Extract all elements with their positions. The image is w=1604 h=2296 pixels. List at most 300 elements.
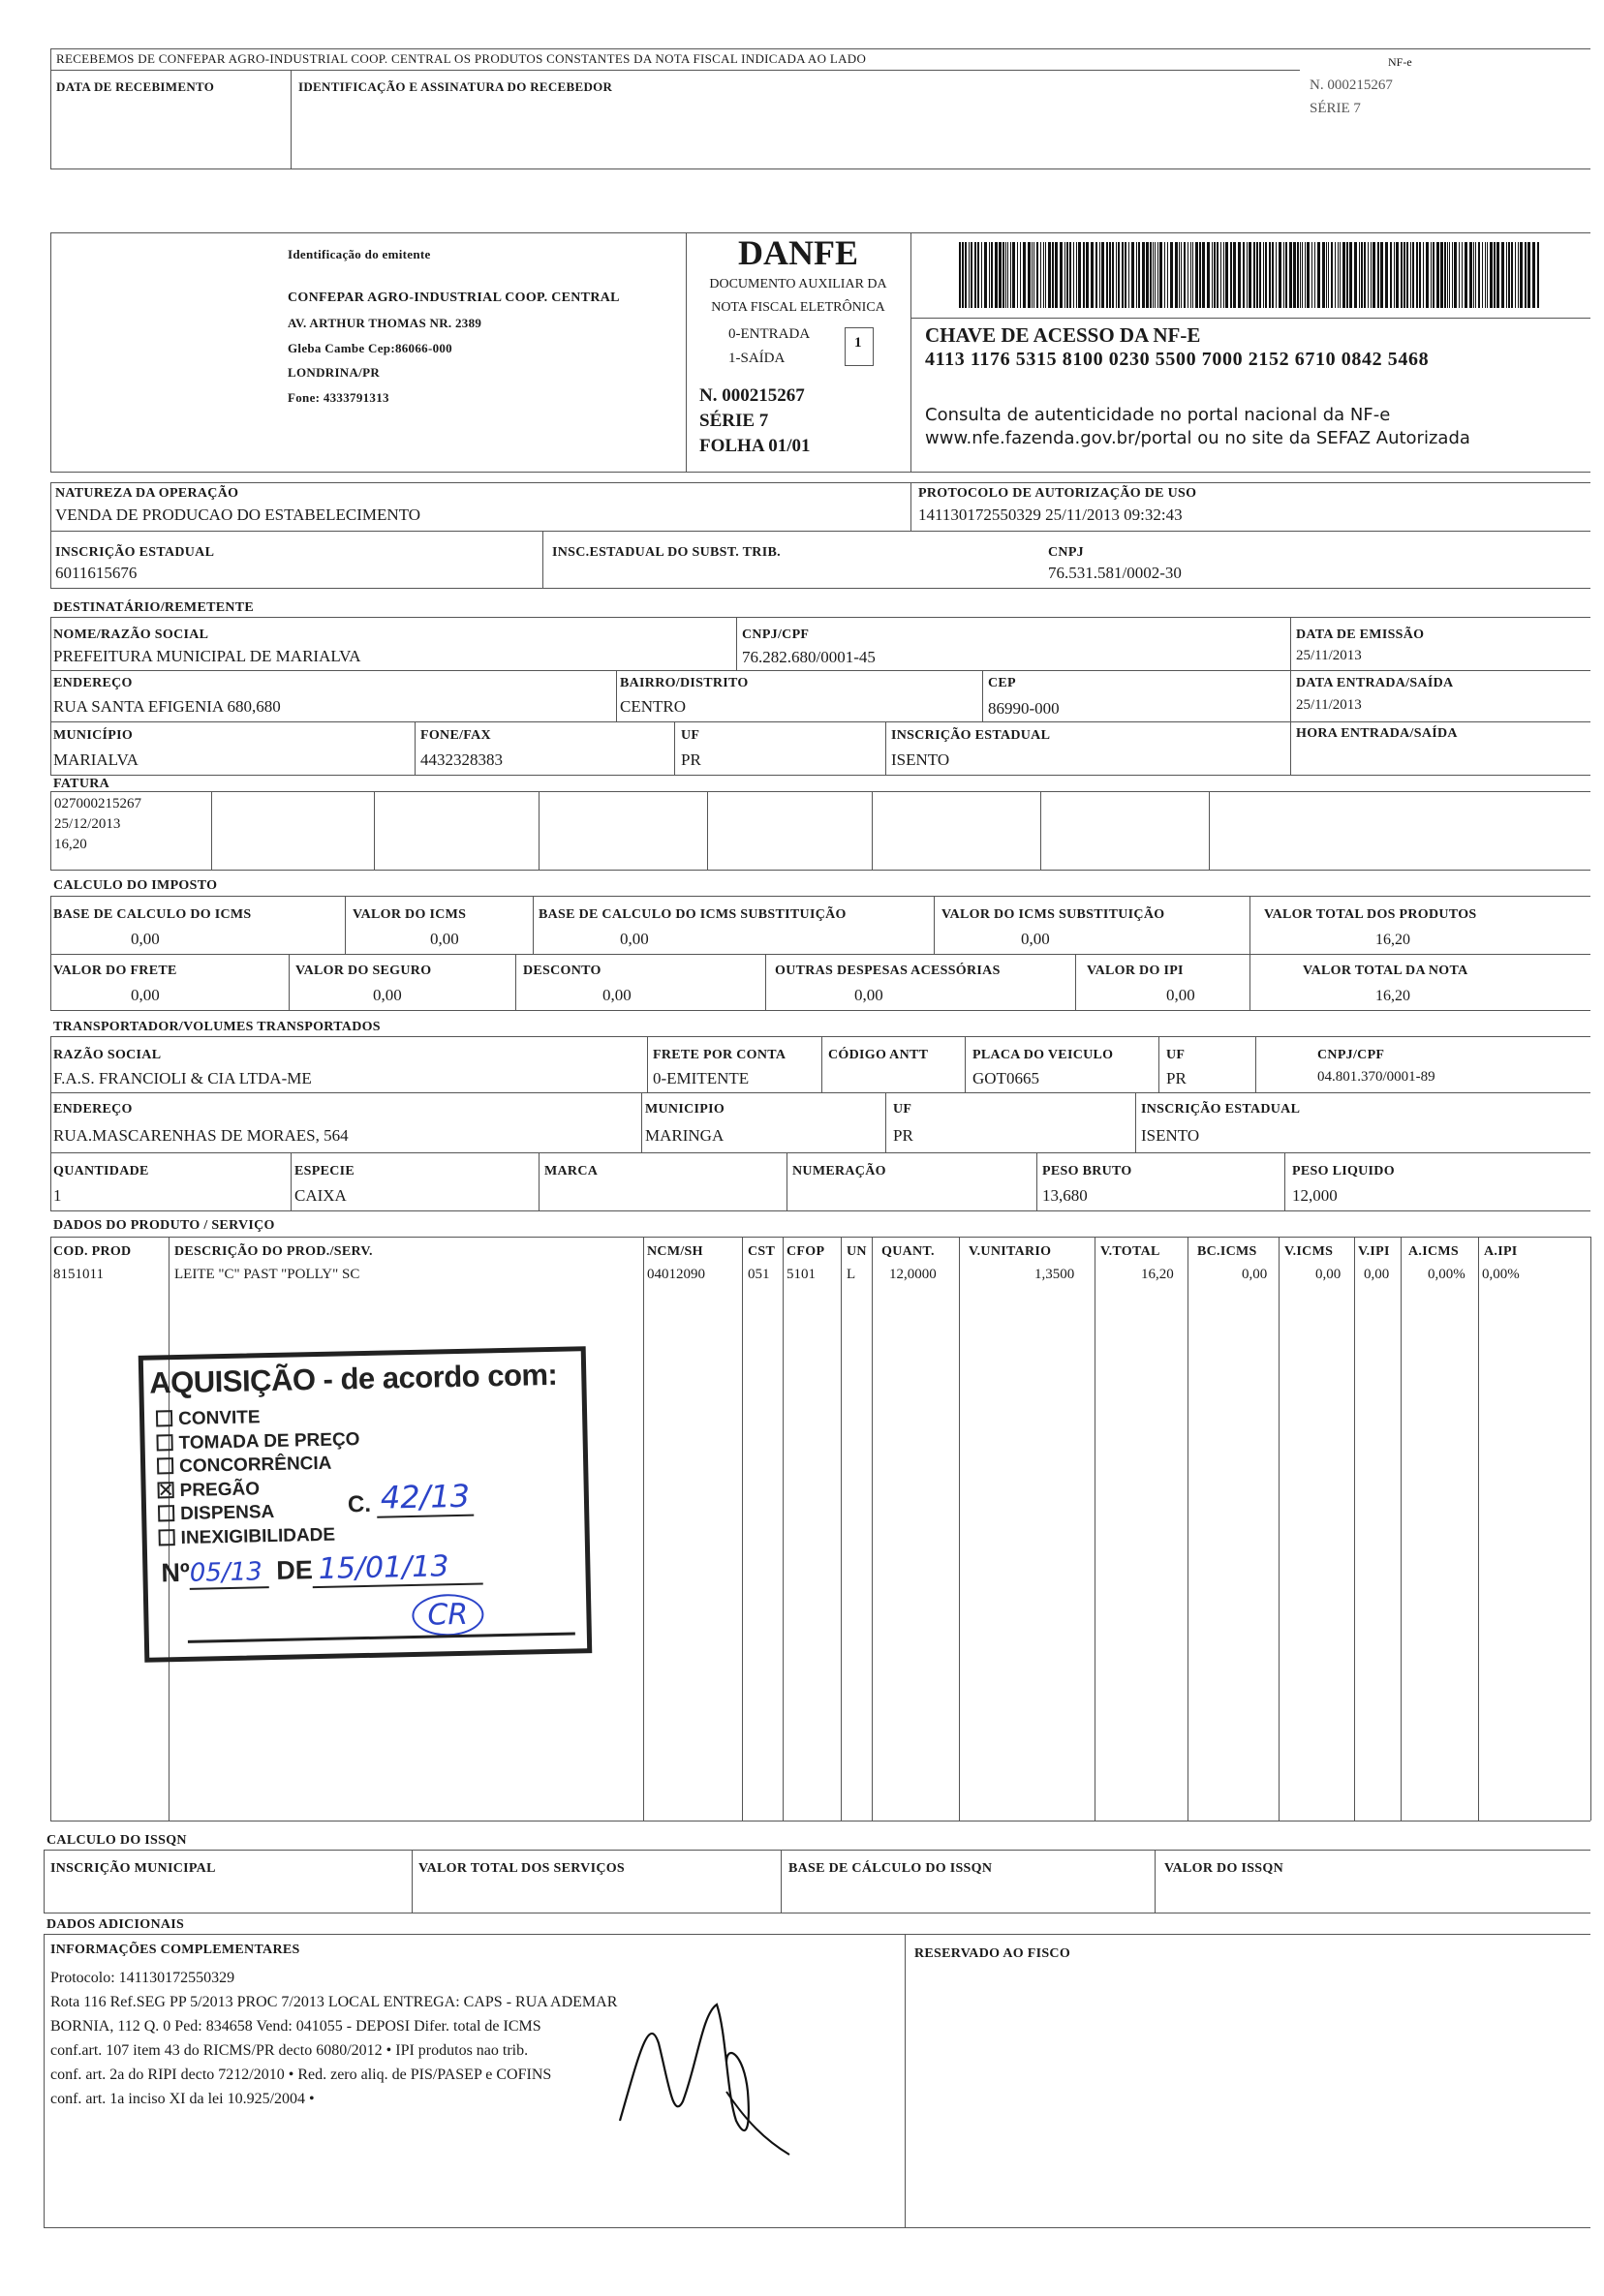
barcode-bar <box>1508 242 1510 308</box>
barcode-bar <box>1155 242 1156 308</box>
cell-desc: LEITE "C" PAST "POLLY" SC <box>174 1267 360 1282</box>
issqn-im-label: INSCRIÇÃO MUNICIPAL <box>50 1861 216 1876</box>
barcode-bar <box>1349 242 1352 308</box>
danfe-saida: 1-SAÍDA <box>728 351 786 366</box>
barcode-bar <box>1109 242 1111 308</box>
cell-un: L <box>847 1267 856 1282</box>
barcode-bar <box>1214 242 1216 308</box>
barcode-bar <box>1192 242 1193 308</box>
barcode-bar <box>1469 242 1472 308</box>
cell-qtd: 12,0000 <box>889 1267 937 1282</box>
barcode-bar <box>1012 242 1015 308</box>
barcode-bar <box>1040 242 1041 308</box>
barcode-bar <box>1032 242 1033 308</box>
reservado-fisco-label: RESERVADO AO FISCO <box>914 1946 1071 1961</box>
barcode-bar <box>1525 242 1527 308</box>
canhoto-serie: SÉRIE 7 <box>1310 101 1361 116</box>
transp-uf-label: UF <box>1166 1048 1186 1062</box>
barcode-bar <box>1238 242 1241 308</box>
barcode-bar <box>1259 242 1261 308</box>
imposto-section: CALCULO DO IMPOSTO <box>53 878 218 893</box>
barcode-bar <box>1106 242 1108 308</box>
cell-bc: 0,00 <box>1242 1267 1268 1282</box>
stamp-item-inexigibilidade: INEXIGIBILIDADE <box>158 1523 361 1551</box>
barcode-bar <box>1256 242 1258 308</box>
info-complementares: Protocolo: 141130172550329 Rota 116 Ref.SEG PP 5/2013 PROC 7/2013 LOCAL ENTREGA: CAPS - RUA ADEMAR BORNIA, 112 Q. 0 Ped: 834658 Vend: 041055 - DEPOSI Difer. total de ICMS conf.art. 107 item 43 do RICMS/PR decto 6080/2012 • IPI produtos nao trib. conf. art. 2a do RIPI decto 7212/2010 • Red. zero aliq. de PIS/PASEP e COFINS conf. art. 1a inciso XI da lei 10.925/2004 • <box>50 1970 618 2107</box>
barcode-bar <box>1146 242 1149 308</box>
fatura-valor: 16,20 <box>54 837 87 852</box>
chave-label: CHAVE DE ACESSO DA NF-E <box>925 323 1201 347</box>
barcode-bar <box>1225 242 1228 308</box>
bc-icms: 0,00 <box>131 930 160 948</box>
barcode-bar <box>1099 242 1100 308</box>
barcode-bar <box>1095 242 1097 308</box>
destinatario-section: DESTINATÁRIO/REMETENTE <box>53 600 255 615</box>
barcode-bar <box>1452 242 1453 308</box>
barcode-bar <box>1322 242 1325 308</box>
especie-label: ESPECIE <box>294 1164 355 1179</box>
barcode-bar <box>1078 242 1081 308</box>
barcode-bar <box>1045 242 1046 308</box>
col-bc: BC.ICMS <box>1197 1244 1257 1259</box>
danfe-numero: N. 000215267 <box>699 385 805 406</box>
identificacao-recebedor-label: IDENTIFICAÇÃO E ASSINATURA DO RECEBEDOR <box>298 79 613 94</box>
dest-nome: PREFEITURA MUNICIPAL DE MARIALVA <box>53 647 361 665</box>
danfe-folha: FOLHA 01/01 <box>699 436 811 456</box>
emitente-fone: Fone: 4333791313 <box>288 390 389 405</box>
barcode-bar <box>1490 242 1493 308</box>
barcode-bar <box>1346 242 1348 308</box>
barcode-bar <box>1253 242 1255 308</box>
numeracao-label: NUMERAÇÃO <box>792 1164 886 1179</box>
issqn-section: CALCULO DO ISSQN <box>46 1833 187 1848</box>
col-vipi: V.IPI <box>1358 1244 1390 1259</box>
barcode-bar <box>1207 242 1210 308</box>
desconto-value: 0,00 <box>602 986 632 1004</box>
ipi-value: 0,00 <box>1166 986 1195 1004</box>
transp-razao: F.A.S. FRANCIOLI & CIA LTDA-ME <box>53 1069 312 1087</box>
stamp-item-pregao: PREGÃO <box>157 1476 360 1504</box>
barcode-bar <box>1520 242 1523 308</box>
cell-vicms: 0,00 <box>1315 1267 1342 1282</box>
seguro-label: VALOR DO SEGURO <box>295 964 432 978</box>
emitente-nome: CONFEPAR AGRO-INDUSTRIAL COOP. CENTRAL <box>288 291 620 305</box>
stamp-signature-line <box>188 1632 575 1642</box>
barcode-bar <box>1380 242 1383 308</box>
placa-value: GOT0665 <box>972 1069 1039 1087</box>
cell-vtotal: 16,20 <box>1141 1267 1174 1282</box>
barcode-bar <box>1433 242 1434 308</box>
barcode-bar <box>1412 242 1414 308</box>
peso-liquido-label: PESO LIQUIDO <box>1292 1164 1395 1179</box>
barcode-bar <box>1385 242 1388 308</box>
frete-label: VALOR DO FRETE <box>53 964 177 978</box>
barcode-bar <box>965 242 967 308</box>
barcode-bar <box>1131 242 1134 308</box>
transp-uf2: PR <box>893 1126 913 1145</box>
barcode-bar <box>1485 242 1486 308</box>
danfe-entrada: 0-ENTRADA <box>728 326 811 342</box>
barcode-bar <box>1005 242 1006 308</box>
barcode-bar <box>1532 242 1535 308</box>
ie-emitente: 6011615676 <box>55 564 138 582</box>
ie-emitente-label: INSCRIÇÃO ESTADUAL <box>55 545 215 560</box>
barcode-bar <box>1243 242 1245 308</box>
barcode-bar <box>1181 242 1182 308</box>
barcode-bar <box>1444 242 1446 308</box>
barcode-bar <box>1436 242 1439 308</box>
barcode-bar <box>1170 242 1173 308</box>
barcode-bar <box>989 242 990 308</box>
barcode-bar <box>1361 242 1363 308</box>
barcode-bar <box>1368 242 1369 308</box>
protocolo-value: 141130172550329 25/11/2013 09:32:43 <box>918 505 1183 524</box>
barcode-bar <box>1220 242 1221 308</box>
antt-label: CÓDIGO ANTT <box>828 1048 929 1062</box>
cell-cod: 8151011 <box>53 1267 104 1282</box>
barcode-bar <box>1454 242 1457 308</box>
transp-municipio-label: MUNICIPIO <box>645 1102 725 1117</box>
quantidade-value: 1 <box>53 1186 62 1205</box>
barcode-bar <box>1423 242 1424 308</box>
barcode-bar <box>1410 242 1411 308</box>
barcode-bar <box>1515 242 1516 308</box>
barcode-bar <box>1043 242 1044 308</box>
cell-aicms: 0,00% <box>1428 1267 1465 1282</box>
barcode-bar <box>984 242 987 308</box>
barcode-bar <box>1340 242 1341 308</box>
danfe-tipo: 1 <box>854 335 862 351</box>
barcode-bar <box>1086 242 1089 308</box>
barcode-bar <box>1128 242 1129 308</box>
emitente-endereco: AV. ARTHUR THOMAS NR. 2389 <box>288 316 482 330</box>
barcode-bar <box>1449 242 1450 308</box>
dest-uf: PR <box>681 750 701 769</box>
chave-acesso: 4113 1176 5315 8100 0230 5500 7000 2152 6710 0842 5468 <box>925 349 1430 370</box>
canhoto-nfe-label: NF-e <box>1388 55 1412 69</box>
signature-drawing <box>581 1975 823 2169</box>
barcode-bar <box>1091 242 1094 308</box>
natureza-operacao: VENDA DE PRODUCAO DO ESTABELECIMENTO <box>55 505 421 524</box>
barcode-bar <box>981 242 982 308</box>
bc-st-label: BASE DE CALCULO DO ICMS SUBSTITUIÇÃO <box>539 907 847 922</box>
barcode-bar <box>1184 242 1186 308</box>
barcode-bar <box>1101 242 1104 308</box>
transp-ie-label: INSCRIÇÃO ESTADUAL <box>1141 1102 1301 1117</box>
stamp-c-label: C. <box>347 1490 372 1518</box>
barcode-bar <box>1401 242 1403 308</box>
barcode-bar <box>1317 242 1320 308</box>
col-cfop: CFOP <box>787 1244 825 1259</box>
barcode-bar <box>1217 242 1218 308</box>
barcode-bar <box>1302 242 1303 308</box>
frete-conta: 0-EMITENTE <box>653 1069 750 1087</box>
v-st: 0,00 <box>1021 930 1050 948</box>
barcode-bar <box>1328 242 1329 308</box>
emitente-label: Identificação do emitente <box>288 247 431 261</box>
cnpj-emitente-label: CNPJ <box>1048 545 1084 560</box>
frete-value: 0,00 <box>131 986 160 1004</box>
barcode-bar <box>1272 242 1274 308</box>
barcode-bar <box>1269 242 1271 308</box>
barcode-bar <box>1175 242 1178 308</box>
barcode-bar <box>1017 242 1018 308</box>
checked-box-icon <box>157 1482 173 1498</box>
barcode-bar <box>974 242 976 308</box>
barcode-bar <box>1020 242 1021 308</box>
dest-cnpj-label: CNPJ/CPF <box>742 628 810 642</box>
barcode-bar <box>1331 242 1333 308</box>
stamp-item-dispensa: DISPENSA <box>158 1499 361 1527</box>
barcode-bar <box>1007 242 1008 308</box>
issqn-servicos-label: VALOR TOTAL DOS SERVIÇOS <box>418 1861 626 1876</box>
barcode-bar <box>1118 242 1120 308</box>
barcode-bar <box>1404 242 1405 308</box>
v-prod-label: VALOR TOTAL DOS PRODUTOS <box>1264 907 1477 922</box>
barcode-bar <box>1002 242 1004 308</box>
quantidade-label: QUANTIDADE <box>53 1164 149 1179</box>
dest-ie-label: INSCRIÇÃO ESTADUAL <box>891 728 1051 743</box>
outras-value: 0,00 <box>854 986 883 1004</box>
barcode-bar <box>962 242 964 308</box>
barcode-bar <box>1064 242 1065 308</box>
transp-endereco: RUA.MASCARENHAS DE MORAES, 564 <box>53 1126 349 1145</box>
barcode-bar <box>1475 242 1476 308</box>
barcode-bar <box>1465 242 1467 308</box>
hora-entrada-label: HORA ENTRADA/SAÍDA <box>1296 726 1458 741</box>
col-aicms: A.ICMS <box>1408 1244 1459 1259</box>
barcode-bar <box>1276 242 1277 308</box>
barcode-bar <box>1447 242 1448 308</box>
barcode-bar <box>959 242 961 308</box>
barcode-bar <box>1289 242 1292 308</box>
stamp-title: AQUISIÇÃO - de acordo com: <box>148 1357 558 1400</box>
barcode-bar <box>1153 242 1154 308</box>
barcode-bar <box>1048 242 1051 308</box>
dest-municipio-label: MUNICÍPIO <box>53 728 134 743</box>
barcode-bar <box>1167 242 1168 308</box>
total-nota: 16,20 <box>1375 988 1410 1004</box>
danfe-sub2: NOTA FISCAL ELETRÔNICA <box>711 300 885 315</box>
barcode-bar <box>995 242 998 308</box>
barcode-bar <box>1342 242 1345 308</box>
transp-uf2-label: UF <box>893 1102 912 1117</box>
barcode-bar <box>1036 242 1038 308</box>
dest-endereco-label: ENDEREÇO <box>53 676 133 690</box>
emitente-cidade: LONDRINA/PR <box>288 365 381 380</box>
transp-endereco-label: ENDEREÇO <box>53 1102 133 1117</box>
dest-uf-label: UF <box>681 728 700 743</box>
barcode-bar <box>1338 242 1339 308</box>
dest-ie: ISENTO <box>891 750 950 769</box>
data-emissao-label: DATA DE EMISSÃO <box>1296 628 1425 642</box>
col-cod: COD. PROD <box>53 1244 132 1259</box>
dest-cnpj: 76.282.680/0001-45 <box>742 648 876 666</box>
barcode-bar <box>1112 242 1114 308</box>
data-recebimento-label: DATA DE RECEBIMENTO <box>56 79 215 94</box>
barcode-bar <box>1377 242 1379 308</box>
barcode-bar <box>969 242 970 308</box>
adicionais-section: DADOS ADICIONAIS <box>46 1917 185 1932</box>
col-vunit: V.UNITARIO <box>969 1244 1052 1259</box>
barcode-bar <box>1263 242 1264 308</box>
dest-municipio: MARIALVA <box>53 750 139 769</box>
col-cst: CST <box>748 1244 776 1259</box>
consulta-line2: www.nfe.fazenda.gov.br/portal ou no site da SEFAZ Autorizada <box>925 428 1470 448</box>
barcode-bar <box>1394 242 1395 308</box>
dest-bairro-label: BAIRRO/DISTRITO <box>620 676 749 690</box>
col-un: UN <box>847 1244 867 1259</box>
barcode-bar <box>1279 242 1281 308</box>
barcode-bar <box>1494 242 1496 308</box>
col-qtd: QUANT. <box>881 1244 935 1259</box>
stamp-numero: 05/13 <box>190 1557 270 1590</box>
stamp-numero-prefix: Nº <box>161 1557 191 1588</box>
barcode-bar <box>1066 242 1068 308</box>
barcode-bar <box>991 242 993 308</box>
barcode-bar <box>1406 242 1408 308</box>
barcode-bar <box>1440 242 1443 308</box>
barcode-bar <box>1335 242 1336 308</box>
consulta-line1: Consulta de autenticidade no portal nacional da NF-e <box>925 405 1391 425</box>
barcode-bar <box>977 242 979 308</box>
barcode-bar <box>1230 242 1232 308</box>
barcode-bar <box>1307 242 1310 308</box>
barcode-bar <box>1265 242 1267 308</box>
transp-cnpj-label: CNPJ/CPF <box>1317 1048 1385 1062</box>
barcode-bar <box>1285 242 1287 308</box>
danfe-title: DANFE <box>738 233 858 272</box>
barcode-bar <box>1247 242 1248 308</box>
stamp-data: 15/01/13 <box>312 1548 483 1588</box>
barcode-bar <box>1314 242 1315 308</box>
canhoto-numero: N. 000215267 <box>1310 77 1393 93</box>
barcode-bar <box>1459 242 1460 308</box>
natureza-label: NATUREZA DA OPERAÇÃO <box>55 486 239 501</box>
barcode-bar <box>1142 242 1145 308</box>
barcode-bar <box>1293 242 1296 308</box>
col-aipi: A.IPI <box>1484 1244 1518 1259</box>
dest-cep: 86990-000 <box>988 699 1060 718</box>
ie-st-label: INSC.ESTADUAL DO SUBST. TRIB. <box>552 545 781 560</box>
cell-vunit: 1,3500 <box>1034 1267 1075 1282</box>
especie-value: CAIXA <box>294 1186 347 1205</box>
dest-nome-label: NOME/RAZÃO SOCIAL <box>53 628 209 642</box>
issqn-base-label: BASE DE CÁLCULO DO ISSQN <box>788 1861 993 1876</box>
placa-label: PLACA DO VEICULO <box>972 1048 1114 1062</box>
stamp-item-tomada: TOMADA DE PREÇO <box>156 1428 359 1456</box>
barcode-bar <box>1311 242 1312 308</box>
barcode-bar <box>1199 242 1201 308</box>
issqn-valor-label: VALOR DO ISSQN <box>1164 1861 1283 1876</box>
barcode-bar <box>1157 242 1158 308</box>
barcode-bar <box>1431 242 1432 308</box>
canhoto-header: RECEBEMOS DE CONFEPAR AGRO-INDUSTRIAL COOP. CENTRAL OS PRODUTOS CONSTANTES DA NOTA FISCAL INDICADA AO LADO <box>56 51 867 66</box>
stamp-item-convite: CONVITE <box>156 1404 359 1432</box>
cell-cfop: 5101 <box>787 1267 816 1282</box>
barcode-bar <box>1518 242 1519 308</box>
barcode-bar <box>1233 242 1236 308</box>
fatura-vencimento: 25/12/2013 <box>54 816 121 832</box>
data-emissao: 25/11/2013 <box>1296 648 1362 663</box>
barcode-bar <box>1359 242 1360 308</box>
dest-fone-label: FONE/FAX <box>420 728 491 743</box>
fatura-numero: 027000215267 <box>54 796 141 811</box>
total-nota-label: VALOR TOTAL DA NOTA <box>1303 964 1468 978</box>
barcode-bar <box>1326 242 1327 308</box>
barcode-bar <box>971 242 972 308</box>
col-ncm: NCM/SH <box>647 1244 703 1259</box>
stamp-de-label: DE <box>275 1555 314 1585</box>
transp-cnpj: 04.801.370/0001-89 <box>1317 1069 1435 1085</box>
transp-razao-label: RAZÃO SOCIAL <box>53 1048 162 1062</box>
barcode-bar <box>1537 242 1539 308</box>
barcode-bar <box>1116 242 1117 308</box>
barcode-bar <box>1396 242 1399 308</box>
stamp-rubrica: CR <box>412 1593 484 1637</box>
peso-bruto-label: PESO BRUTO <box>1042 1164 1132 1179</box>
dest-endereco: RUA SANTA EFIGENIA 680,680 <box>53 697 281 716</box>
v-prod: 16,20 <box>1375 932 1410 948</box>
barcode-bar <box>1159 242 1162 308</box>
dest-fone: 4432328383 <box>420 750 503 769</box>
barcode-bar <box>1073 242 1074 308</box>
barcode-bar <box>1478 242 1480 308</box>
barcode-bar <box>1223 242 1224 308</box>
barcode-bar <box>1028 242 1031 308</box>
barcode-bar <box>1462 242 1463 308</box>
barcode-bar <box>1416 242 1418 308</box>
frete-conta-label: FRETE POR CONTA <box>653 1048 787 1062</box>
cell-ncm: 04012090 <box>647 1267 705 1282</box>
peso-bruto: 13,680 <box>1042 1186 1088 1205</box>
barcode-bar <box>1419 242 1421 308</box>
barcode-bar <box>1354 242 1357 308</box>
barcode-bar <box>1033 242 1034 308</box>
danfe-sub1: DOCUMENTO AUXILIAR DA <box>709 277 887 291</box>
barcode-bar <box>999 242 1002 308</box>
data-entrada: 25/11/2013 <box>1296 697 1362 713</box>
barcode-bar <box>1122 242 1124 308</box>
desconto-label: DESCONTO <box>523 964 602 978</box>
barcode-bar <box>1487 242 1488 308</box>
barcode-bar <box>1010 242 1011 308</box>
barcode-bar <box>1125 242 1126 308</box>
bc-icms-label: BASE DE CALCULO DO ICMS <box>53 907 252 922</box>
danfe-serie: SÉRIE 7 <box>699 411 769 431</box>
stamp-c-value: 42/13 <box>376 1478 474 1518</box>
cell-cst: 051 <box>748 1267 770 1282</box>
barcode-bar <box>1083 242 1085 308</box>
barcode-bar <box>1373 242 1375 308</box>
transp-ie: ISENTO <box>1141 1126 1200 1145</box>
col-vicms: V.ICMS <box>1284 1244 1334 1259</box>
barcode-bar <box>1212 242 1213 308</box>
barcode-bar <box>1283 242 1284 308</box>
barcode-bar <box>1297 242 1299 308</box>
info-complementares-label: INFORMAÇÕES COMPLEMENTARES <box>50 1943 300 1957</box>
data-entrada-label: DATA ENTRADA/SAÍDA <box>1296 676 1454 690</box>
barcode-bar <box>1371 242 1372 308</box>
transp-uf: PR <box>1166 1069 1187 1087</box>
transportador-section: TRANSPORTADOR/VOLUMES TRANSPORTADOS <box>53 1020 381 1034</box>
bc-st: 0,00 <box>620 930 649 948</box>
barcode-bar <box>1511 242 1513 308</box>
barcode-bar <box>1052 242 1054 308</box>
barcode-bar <box>1195 242 1198 308</box>
v-icms: 0,00 <box>430 930 459 948</box>
cell-aipi: 0,00% <box>1482 1267 1520 1282</box>
